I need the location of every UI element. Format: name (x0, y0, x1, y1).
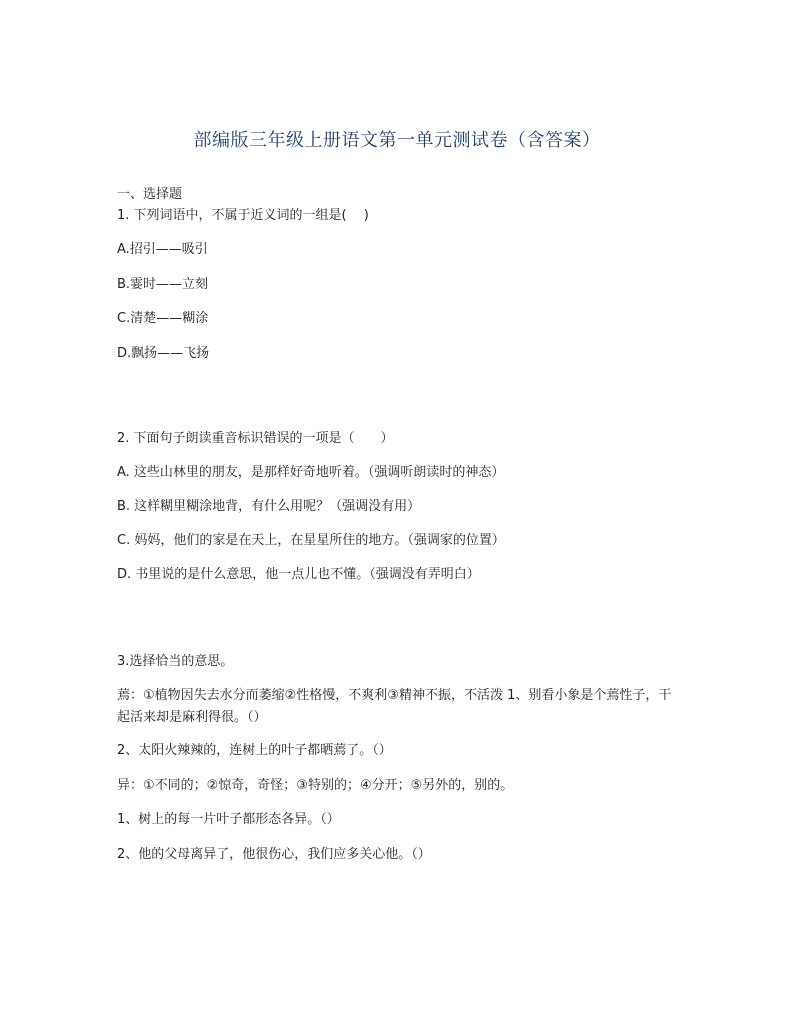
question-1-option-a: A.招引——吸引 (117, 242, 208, 257)
question-3-line-2: 2、太阳火辣辣的，连树上的叶子都晒蔫了。（） (117, 743, 392, 758)
page-title: 部编版三年级上册语文第一单元测试卷（含答案） (193, 130, 601, 151)
question-2-option-a: A. 这些山林里的朋友，是那样好奇地听着。（强调听朗读时的神态） (117, 465, 505, 480)
question-1-stem: 1. 下列词语中，不属于近义词的一组是( ) (117, 208, 369, 223)
question-2-option-c: C. 妈妈，他们的家是在天上，在星星所住的地方。（强调家的位置） (117, 533, 505, 548)
question-1-option-d: D.飘扬——飞扬 (117, 346, 210, 361)
question-2-option-d: D. 书里说的是什么意思，他一点儿也不懂。（强调没有弄明白） (117, 567, 480, 582)
question-3-line-4: 1、树上的每一片叶子都形态各异。（） (117, 812, 340, 827)
question-3-line-1: 蔫：①植物因失去水分而萎缩②性格慢，不爽利③精神不振，不活泼 1、别看小象是个蔫性子，干起活来却是麻利得很。（） (117, 688, 672, 725)
question-1-option-b: B.霎时——立刻 (117, 277, 209, 292)
question-2-option-b: B. 这样糊里糊涂地背，有什么用呢？（强调没有用） (117, 499, 421, 514)
section-heading: 一、选择题 (117, 187, 183, 202)
question-3-stem: 3.选择恰当的意思。 (117, 654, 234, 669)
question-1-option-c: C.清楚——糊涂 (117, 311, 209, 326)
question-3-line-3: 异：①不同的；②惊奇，奇怪；③特别的；④分开；⑤另外的，别的。 (117, 778, 514, 793)
question-3-line-5: 2、他的父母离异了，他很伤心，我们应多关心他。（） (117, 847, 431, 862)
question-2-stem: 2. 下面句子朗读重音标识错误的一项是（ ） (117, 431, 394, 446)
